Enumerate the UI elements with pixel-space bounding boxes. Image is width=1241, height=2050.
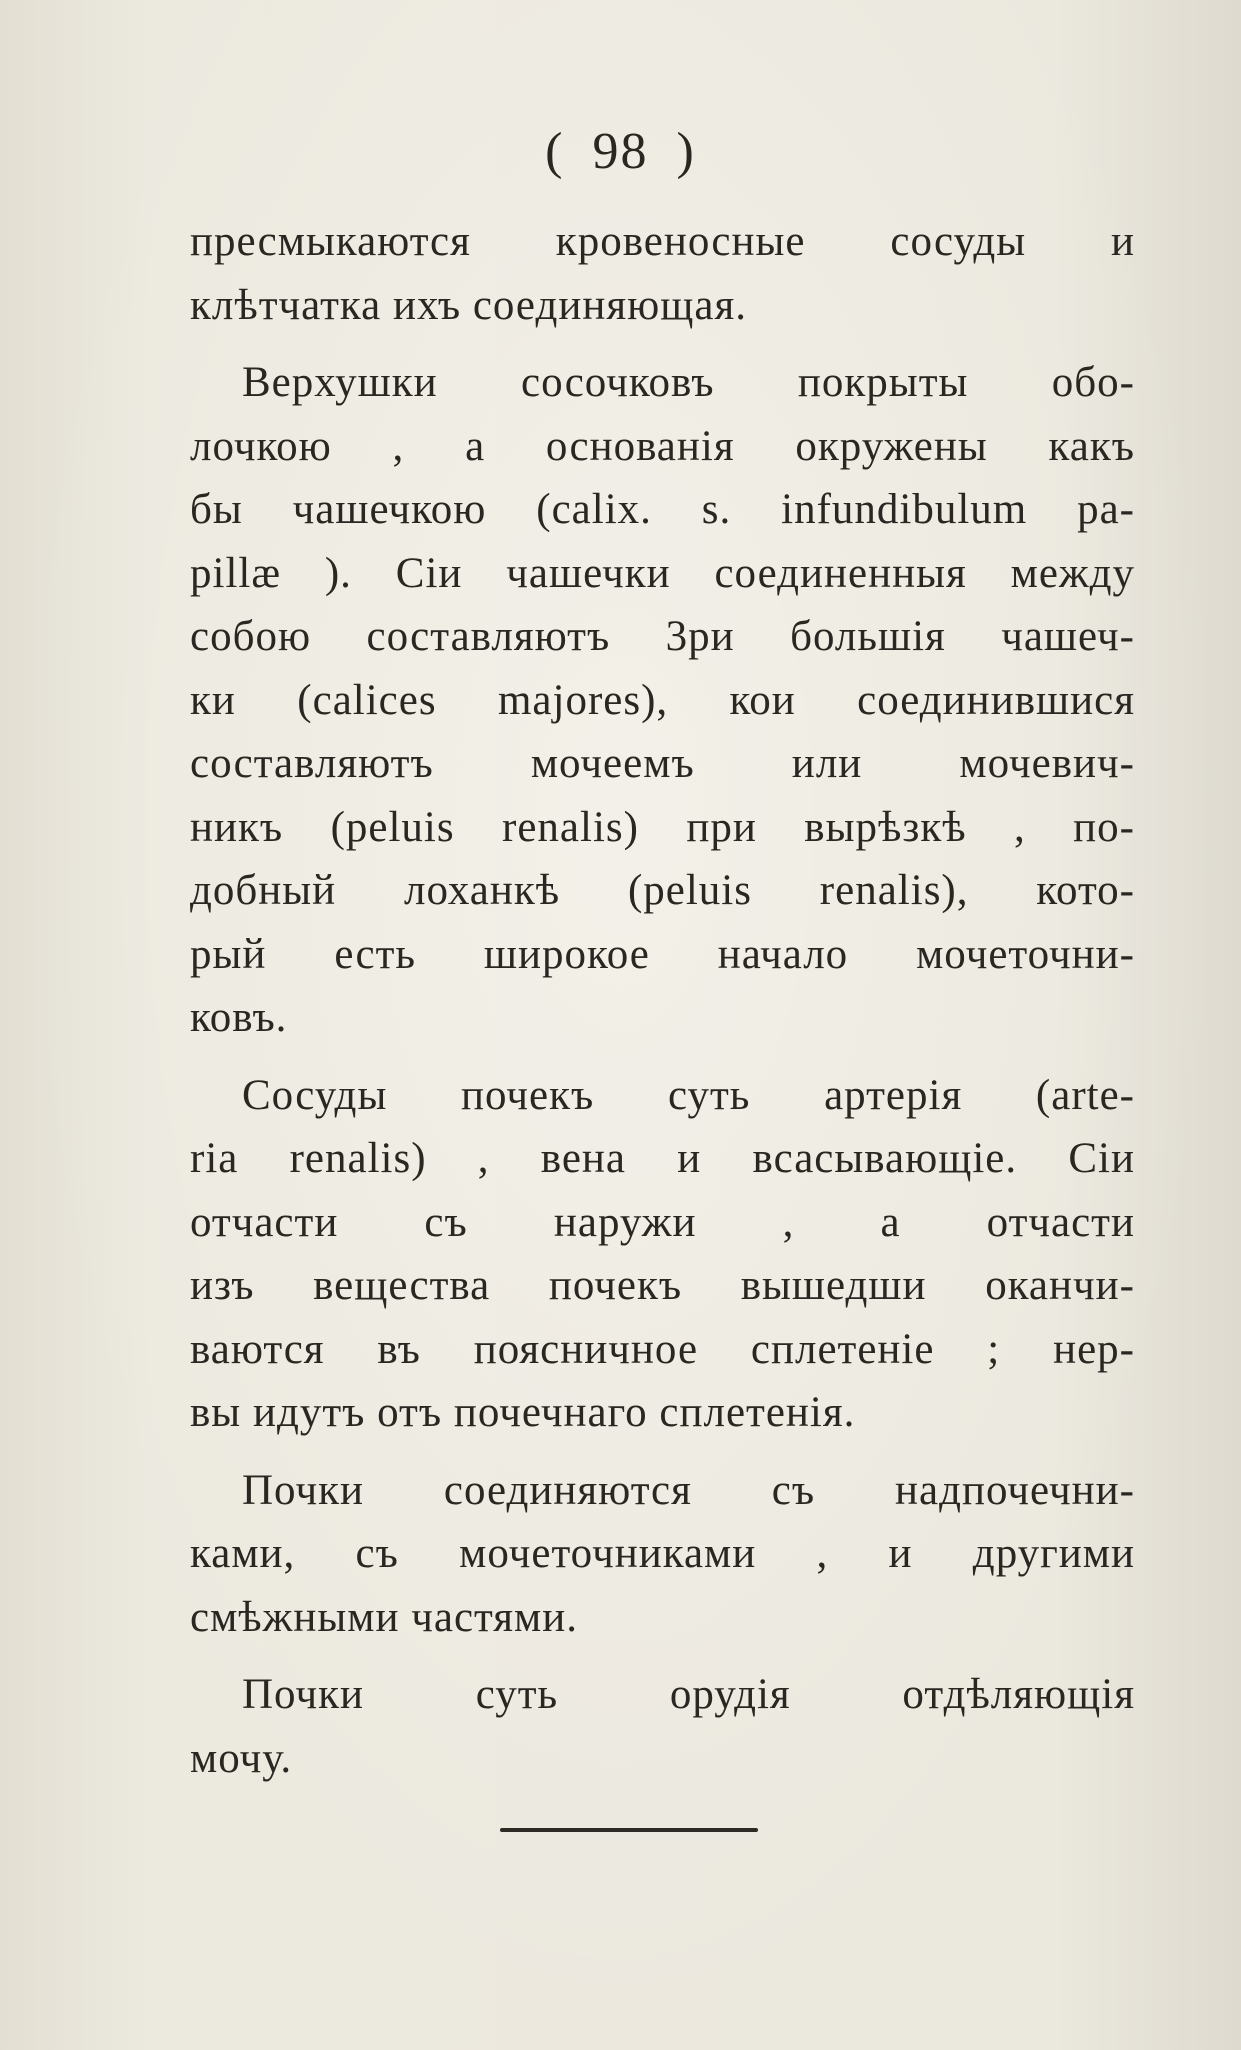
- text-line: вы идутъ отъ почечнаго сплетенія.: [190, 1389, 856, 1436]
- text-line: никъ (peluis renalis) при вырѣзкѣ , по-: [190, 803, 1135, 851]
- text-line: смѣжными частями.: [190, 1593, 579, 1641]
- end-rule-divider: [500, 1828, 758, 1832]
- text-line: Почки соединяются съ надпочечни-: [242, 1466, 1135, 1514]
- text-line: ria renalis) , вена и всасывающіе. Сіи: [190, 1135, 1135, 1182]
- text-line: изъ вещества почекъ вышедши оканчи-: [190, 1262, 1135, 1309]
- text-line: составляютъ мочеемъ или мочевич-: [190, 740, 1135, 787]
- text-line: отчасти съ наружи , а отчасти: [190, 1198, 1135, 1246]
- text-line: ки (calices majores), кои соединившися: [190, 676, 1135, 724]
- text-line: pillæ ). Сіи чашечки соединенныя между: [190, 549, 1135, 597]
- text-line: мочу.: [190, 1734, 293, 1782]
- body-text: [190, 210, 1135, 1804]
- text-line: лочкою , а основанія окружены какъ: [190, 422, 1135, 470]
- text-line: рый есть широкое начало мочеточни-: [190, 930, 1135, 978]
- text-line: добный лоханкѣ (peluis renalis), кото-: [190, 867, 1135, 914]
- paragraph-5: [190, 1663, 1135, 1790]
- paragraph-4: [190, 1459, 1135, 1650]
- paragraph-3: [190, 1064, 1135, 1445]
- page-number-header: [0, 122, 1241, 181]
- text-line: ками, съ мочеточниками , и другими: [190, 1530, 1135, 1577]
- text-line: Почки суть орудія отдѣляющія: [242, 1671, 1135, 1718]
- text-line: Сосуды почекъ суть артерія (arte-: [242, 1071, 1135, 1119]
- page-number-open-paren: (: [545, 123, 565, 180]
- text-line: клѣтчатка ихъ соединяющая.: [190, 281, 747, 329]
- text-line: ковъ.: [190, 994, 288, 1041]
- page-number-close-paren: ): [676, 123, 696, 180]
- text-line: собою составляютъ 3ри большія чашеч-: [190, 613, 1135, 660]
- text-line: Верхушки сосочковъ покрыты обо-: [242, 359, 1135, 406]
- paragraph-1: [190, 210, 1135, 337]
- paragraph-2: [190, 351, 1135, 1050]
- text-line: ваются въ поясничное сплетеніе ; нер-: [190, 1325, 1135, 1373]
- text-line: пресмыкаются кровеносные сосуды и: [190, 218, 1135, 265]
- page-number: 98: [592, 123, 649, 180]
- text-line: бы чашечкою (calix. s. infundibulum pa-: [190, 486, 1135, 533]
